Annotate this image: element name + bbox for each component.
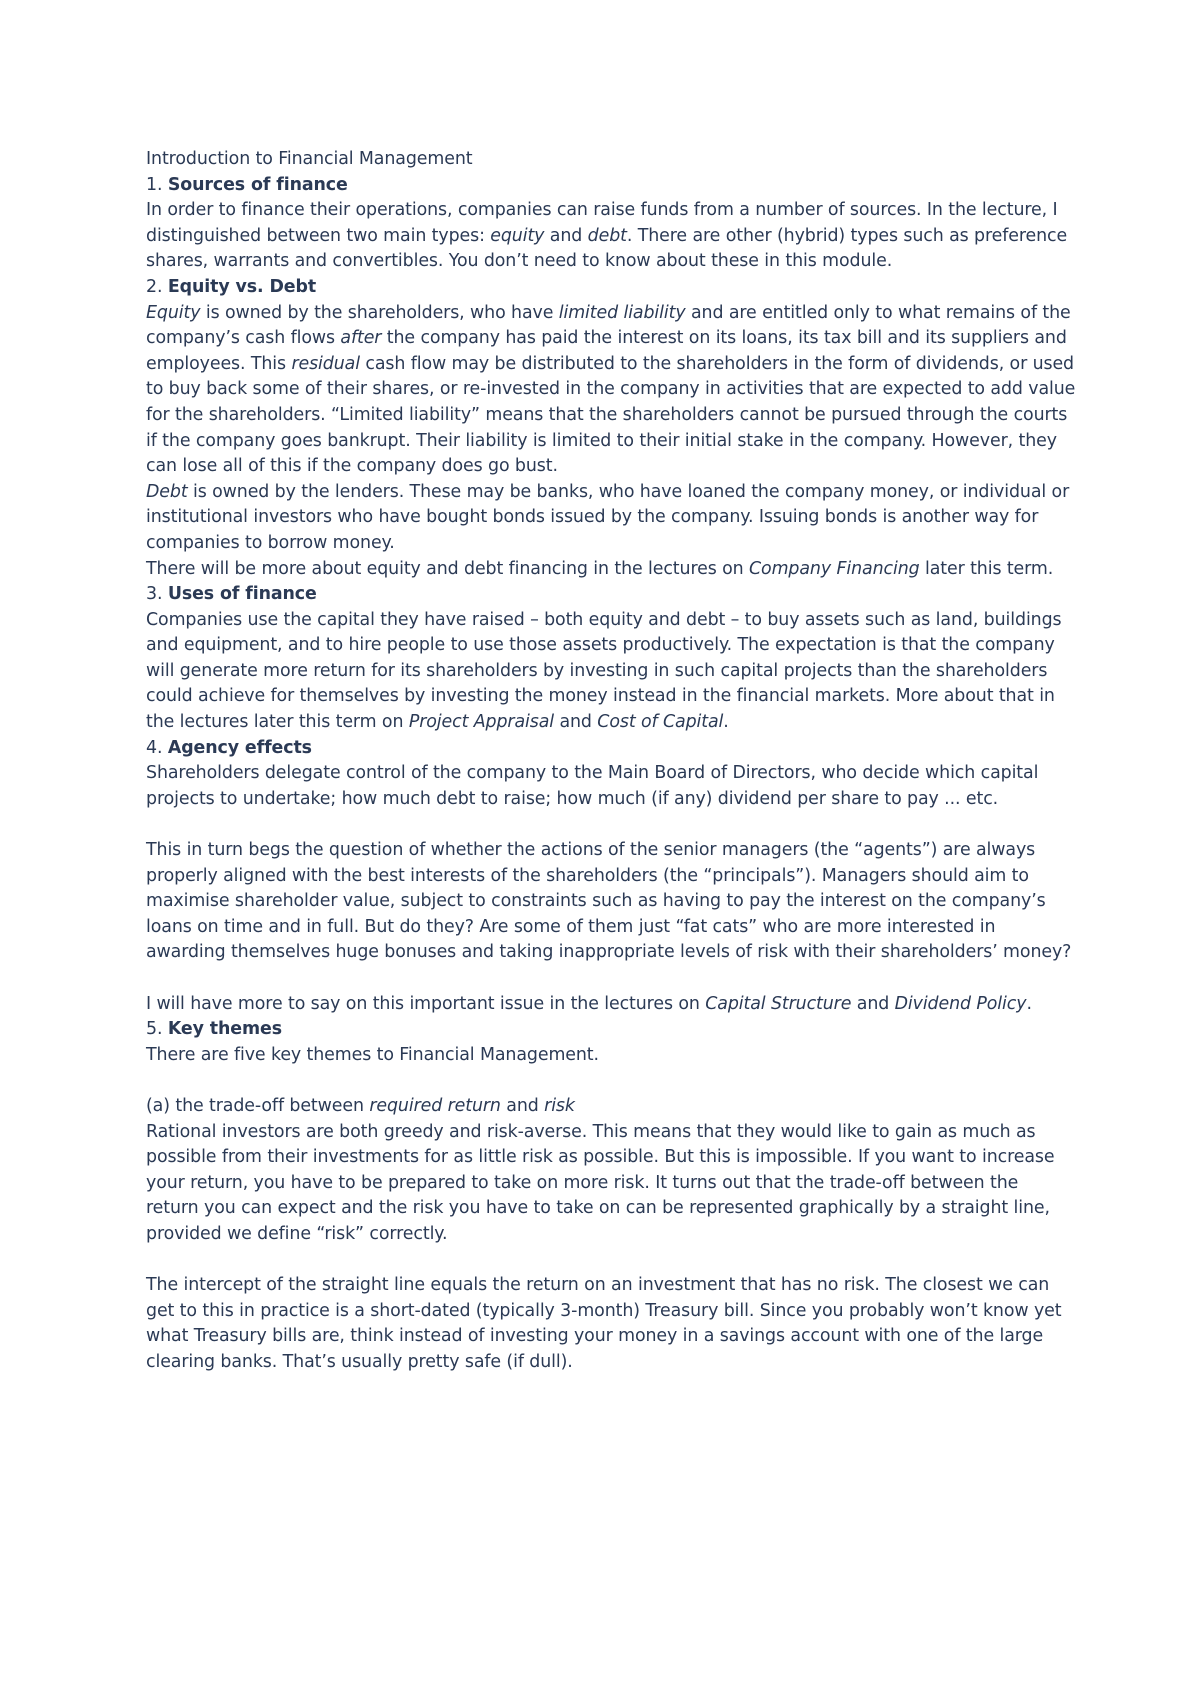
document-body [146,147,1076,1376]
paragraph-uses-of-finance: Companies use the capital they have raised – both equity and debt – to buy assets such as land, buildings and equipment, and to hire people to use those assets productively. The expectation is that the company will generate more return for its shareholders by investing in such capital projects than the shareholders could achieve for themselves by investing the money instead in the financial markets. More about that in the lectures later this term on Project Appraisal and Cost of Capital. [146,609,1062,733]
paragraph-sources-of-finance: In order to finance their operations, companies can raise funds from a number of sources. In the lecture, I distinguished between two main types: equity and debt. There are other (hybrid) types such as preference shares, warrants and convertibles. You don’t need to know about these in this module. [146,200,1068,272]
section-heading-agency-effects: 4. Agency effects [146,737,312,758]
section-heading-uses-of-finance: 3. Uses of finance [146,584,317,605]
paragraph-equity: Equity is owned by the shareholders, who have limited liability and are entitled only to what remains of the company’s cash flows after the company has paid the interest on its loans, its tax bill and its suppliers and employees. This residual cash flow may be distributed to the shareholders in the form of dividends, or used to buy back some of their shares, or re-invested in the company in activities that are expected to add value for the shareholders. “Limited liability” means that the shareholders cannot be pursued through the courts if the company goes bankrupt. Their liability is limited to their initial stake in the company. However, they can lose all of this if the company does go bust. [146,302,1076,477]
document-title: Introduction to Financial Management [146,149,473,169]
blank-line [146,1248,1076,1274]
paragraph-debt: Debt is owned by the lenders. These may be banks, who have loaned the company money, or individual or institutional investors who have bought bonds issued by the company. Issuing bonds is another way for companies to borrow money. [146,481,1070,553]
blank-line [146,812,1076,838]
paragraph-company-financing: There will be more about equity and debt financing in the lectures on Company Financing later this term. [146,558,1054,579]
paragraph-key-themes-intro: There are five key themes to Financial Management. [146,1044,599,1065]
subheading-trade-off: (a) the trade-off between required return and risk [146,1095,575,1116]
paragraph-agency-delegation: Shareholders delegate control of the company to the Main Board of Directors, who decide which capital projects to undertake; how much debt to raise; how much (if any) dividend per share to pay ... etc. [146,763,1039,809]
paragraph-agency-more: I will have more to say on this important issue in the lectures on Capital Structure and Dividend Policy. [146,993,1032,1014]
blank-line [146,1068,1076,1094]
paragraph-agency-question: This in turn begs the question of whether the actions of the senior managers (the “agents”) are always properly aligned with the best interests of the shareholders (the “principals”). Managers should aim to maximise shareholder value, subject to constraints such as having to pay the interest on the company’s loans on time and in full. But do they? Are some of them just “fat cats” who are more interested in awarding themselves huge bonuses and taking inappropriate levels of risk with their shareholders’ money? [146,840,1072,963]
paragraph-intercept: The intercept of the straight line equals the return on an investment that has no risk. The closest we can get to this in practice is a short-dated (typically 3-month) Treasury bill. Since you probably won’t know yet what Treasury bills are, think instead of investing your money in a savings account with one of the large clearing banks. That’s usually pretty safe (if dull). [146,1275,1062,1372]
section-heading-key-themes: 5. Key themes [146,1019,282,1040]
section-heading-sources-of-finance: 1. Sources of finance [146,174,348,195]
paragraph-rational-investors: Rational investors are both greedy and risk-averse. This means that they would like to gain as much as possible from their investments for as little risk as possible. But this is impossible. If you want to increase your return, you have to be prepared to take on more risk. It turns out that the trade-off between the return you can expect and the risk you have to take on can be represented graphically by a straight line, provided we define “risk” correctly. [146,1121,1055,1244]
blank-line [146,966,1076,992]
section-heading-equity-vs-debt: 2. Equity vs. Debt [146,276,317,297]
